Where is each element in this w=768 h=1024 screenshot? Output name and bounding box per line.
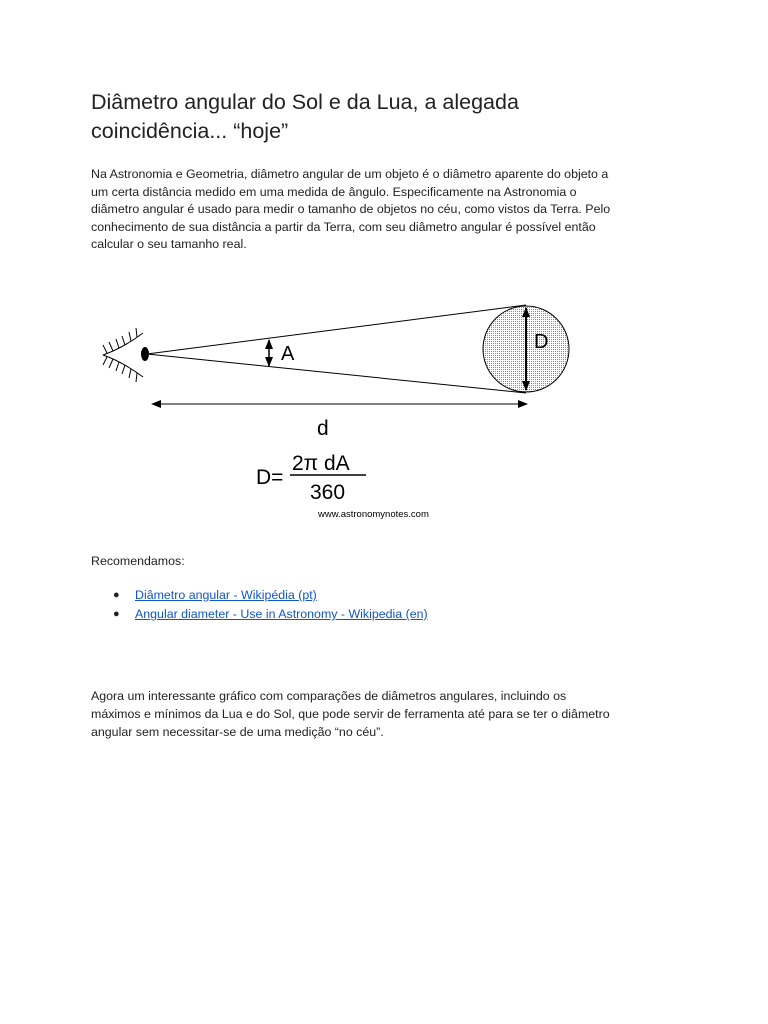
page-title-line-2: coincidência... “hoje” <box>91 119 289 143</box>
link-wikipedia-pt[interactable]: Diâmetro angular - Wikipédia (pt) <box>135 588 317 602</box>
formula-numerator: 2π dA <box>292 452 350 475</box>
bullet-icon: ● <box>113 589 120 601</box>
link-wikipedia-en[interactable]: Angular diameter - Use in Astronomy - Wikipedia (en) <box>135 607 428 621</box>
intro-line: calcular o seu tamanho real. <box>91 237 247 252</box>
diameter-label: D <box>534 331 549 353</box>
figure-credit: www.astronomynotes.com <box>318 509 429 520</box>
document-page <box>91 88 681 739</box>
diagram-svg <box>91 293 591 523</box>
page-title <box>91 88 681 146</box>
recommend-label: Recomendamos: <box>91 554 185 568</box>
outro-line: angular sem necessitar-se de uma medição “no céu”. <box>91 724 384 739</box>
observer-eye-hatching <box>103 328 143 382</box>
formula-denominator: 360 <box>310 481 346 504</box>
intro-line: diâmetro angular é usado para medir o tamanho de objetos no céu, como vistos da Terra. Pelo <box>91 202 611 217</box>
outro-line: máximos e mínimos da Lua e do Sol, que pode servir de ferramenta até para se ter o diâmetro <box>91 706 610 721</box>
list-item <box>91 605 428 624</box>
intro-paragraph <box>91 166 681 254</box>
bullet-icon: ● <box>113 608 120 620</box>
list-item <box>91 586 428 605</box>
intro-line: conhecimento de sua distância a partir da Terra, com seu diâmetro angular é possível então <box>91 219 596 234</box>
sight-line-top <box>147 305 526 354</box>
intro-line: Na Astronomia e Geometria, diâmetro angular de um objeto é o diâmetro aparente do objeto a <box>91 167 609 181</box>
outro-paragraph <box>91 688 610 741</box>
intro-line: um certa distância medido em uma medida de ângulo. Especificamente na Astronomia o <box>91 184 577 199</box>
recommended-links-list <box>91 586 428 624</box>
angle-label: A <box>281 343 295 365</box>
formula-lhs: D= <box>256 466 284 489</box>
angular-diameter-diagram <box>91 293 591 523</box>
distance-label: d <box>317 417 329 440</box>
sight-line-bottom <box>147 354 526 393</box>
page-title-line-1: Diâmetro angular do Sol e da Lua, a alegada <box>91 90 519 114</box>
outro-line: Agora um interessante gráfico com comparações de diâmetros angulares, incluindo os <box>91 689 567 704</box>
